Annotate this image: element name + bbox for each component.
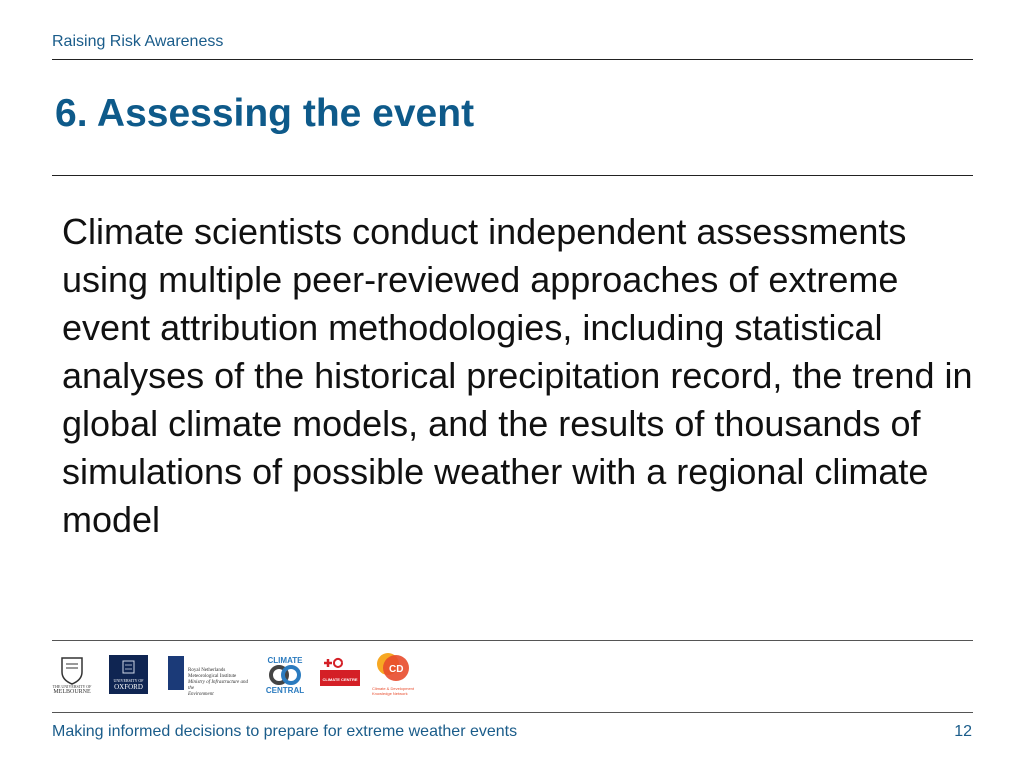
logos-top-divider bbox=[52, 640, 973, 641]
slide-title: 6. Assessing the event bbox=[55, 92, 475, 135]
footer-text: Making informed decisions to prepare for extreme weather events bbox=[52, 723, 518, 740]
svg-text:CD: CD bbox=[389, 664, 404, 675]
climate-central-logo: CLIMATE CENTRAL bbox=[265, 656, 305, 695]
red-cross-climate-centre-logo: CLIMATE CENTRE bbox=[320, 656, 360, 690]
footer-divider bbox=[52, 712, 973, 713]
title-divider bbox=[52, 175, 973, 176]
knmi-logo: Royal Netherlands Meteorological Institute Ministry of Infrastructure and the Environment bbox=[168, 654, 248, 696]
university-of-melbourne-logo: THE UNIVERSITY OF MELBOURNE bbox=[52, 656, 92, 696]
cdkn-logo: CD Climate & Development Knowledge Network bbox=[372, 650, 418, 698]
page-number: 12 bbox=[954, 723, 972, 740]
university-of-oxford-logo: UNIVERSITY OF OXFORD bbox=[109, 655, 148, 694]
partner-logos bbox=[52, 650, 973, 700]
slide-body-text: Climate scientists conduct independent assessments using multiple peer-reviewed approaches of extreme event attribution methodologies, including statistical analyses of the historical precipitation record, the trend in global climate models, and the results of thousands of simulations of possible weather with a regional climate model bbox=[62, 211, 973, 540]
header-label: Raising Risk Awareness bbox=[52, 33, 224, 50]
header-divider bbox=[52, 59, 973, 60]
